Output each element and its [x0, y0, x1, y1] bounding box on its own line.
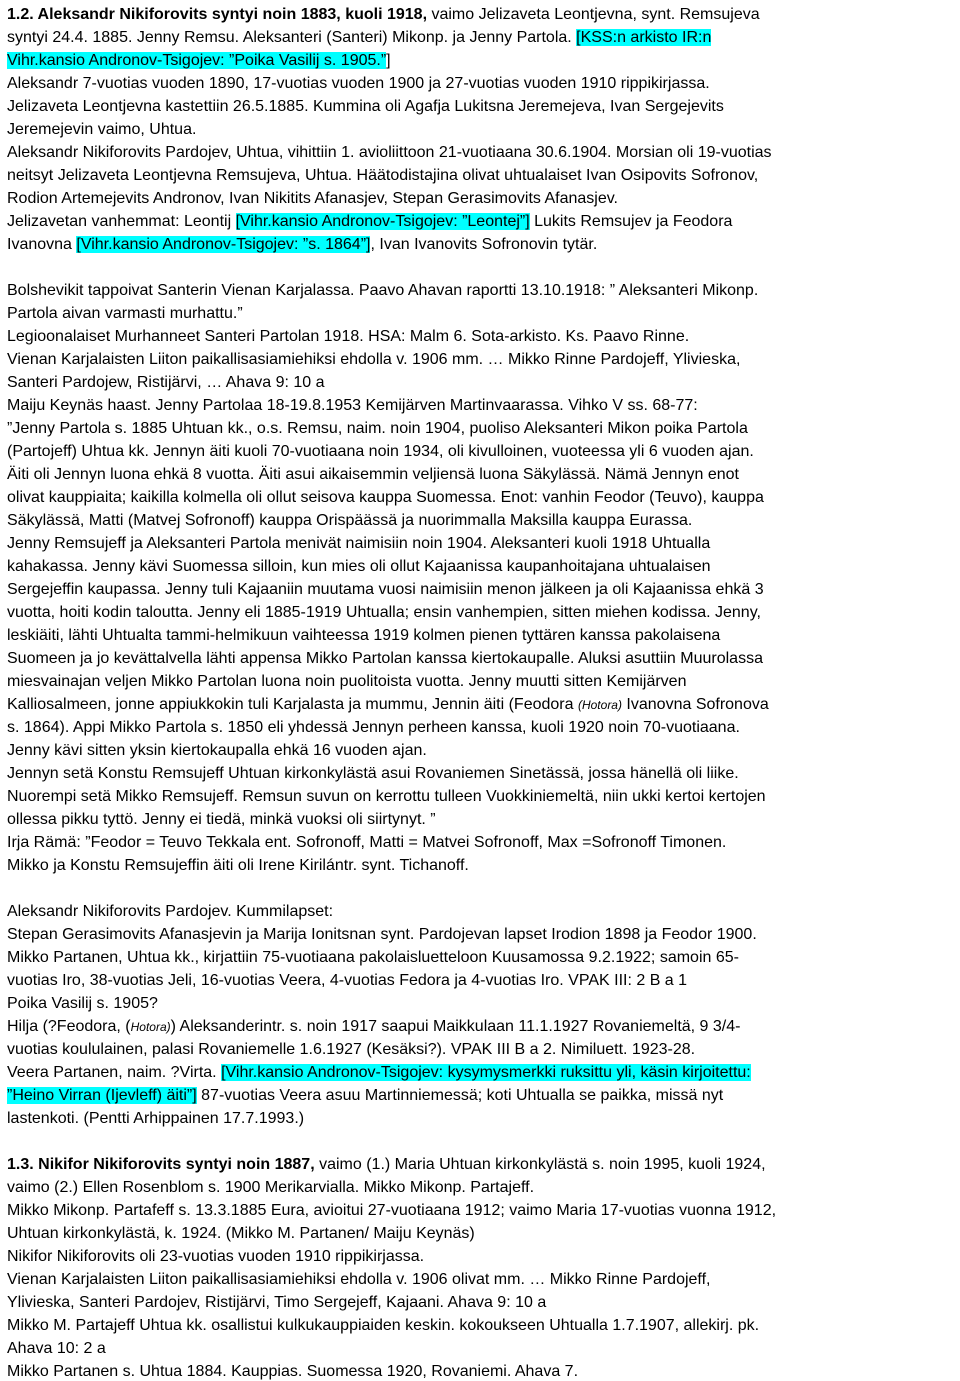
text-run: Nuorempi setä Mikko Remsujeff. Remsun suvun on kerrottu tulleen Vuokkiniemeltä, niin ukki kertoi kertojen — [7, 788, 766, 805]
text-run: Aleksandr 7-vuotias vuoden 1890, 17-vuotias vuoden 1900 ja 27-vuotias vuoden 1910 rippikirjassa. — [7, 75, 710, 92]
text-line — [7, 1087, 723, 1105]
text-run: Lukits Remsujev ja Feodora — [529, 213, 733, 230]
text-run: (Hotora) — [577, 698, 622, 712]
text-line — [7, 144, 772, 162]
text-line — [7, 1018, 740, 1036]
text-run: Jenny kävi sitten yksin kiertokaupalla ehkä 16 vuoden ajan. — [7, 742, 427, 759]
text-line — [7, 765, 739, 783]
text-line — [7, 1271, 710, 1289]
text-run: Ylivieska, Santeri Pardojev, Ristijärvi, Timo Sergejeff, Kajaani. Ahava 9: 10 a — [7, 1294, 547, 1311]
text-run: s. 1864). Appi Mikko Partola s. 1850 eli yhdessä Jennyn perheen kanssa, kuoli 1920 noin 70-vuotiaana. — [7, 719, 740, 736]
text-line — [7, 788, 766, 806]
text-run: Irja Rämä: ”Feodor = Teuvo Tekkala ent. Sofronoff, Matti = Matvei Sofronoff, Max =Sofronoff Timonen. — [7, 834, 727, 851]
text-line — [7, 1340, 106, 1358]
text-line — [7, 903, 333, 921]
text-run: Hotora) — [130, 1020, 171, 1034]
text-run: Suomeen ja jo kevättalvella lähti appensa Mikko Partolan kanssa kiertokaupalle. Aluksi asuttiin Muurolassa — [7, 650, 763, 667]
text-line — [7, 466, 739, 484]
text-line — [7, 75, 710, 93]
text-line — [7, 673, 686, 691]
text-run: Kalliosalmeen, jonne appiukkokin tuli Karjalasta ja mummu, Jennin äiti (Feodora — [7, 696, 578, 713]
highlighted-note: ”Heino Virran (Ijevleff) äiti”] — [7, 1087, 197, 1104]
text-run: Ivanovna — [7, 236, 77, 253]
text-run: Hilja (?Feodora, ( — [7, 1018, 131, 1035]
text-line — [7, 6, 760, 24]
text-line — [7, 420, 748, 438]
text-line — [7, 834, 726, 852]
text-run: syntyi 24.4. 1885. Jenny Remsu. Aleksanteri (Santeri) Mikonp. ja Jenny Partola. — [7, 29, 577, 46]
text-line — [7, 190, 618, 208]
text-run: (Partojeff) Uhtua kk. Jennyn äiti kuoli 70-vuotiaana noin 1934, oli kivulloinen, vuoteessa yli 6 vuoden ajan. — [7, 443, 754, 460]
text-run: leskiäiti, lähti Uhtualta tammi-helmikuun vaihteessa 1919 kolmen pienen tyttären kanssa pakolaisena — [7, 627, 721, 644]
text-line — [7, 512, 692, 530]
text-run: Jeremejevin vaimo, Uhtua. — [7, 121, 197, 138]
text-line — [7, 1156, 766, 1174]
text-run: Jelizavetan vanhemmat: Leontij — [7, 213, 236, 230]
text-line — [7, 535, 710, 553]
text-run: Jennyn setä Konstu Remsujeff Uhtuan kirkonkylästä asui Rovaniemen Sinetässä, jossa hänellä oli liike. — [7, 765, 739, 782]
text-line — [7, 1064, 751, 1082]
text-line — [7, 995, 158, 1013]
highlighted-note: [Vihr.kansio Andronov-Tsigojev: kysymysmerkki ruksittu yli, käsin kirjoitettu: — [221, 1064, 751, 1081]
text-run: Mikko ja Konstu Remsujeffin äiti oli Irene Kirilántr. synt. Tichanoff. — [7, 857, 469, 874]
text-line — [7, 236, 597, 254]
text-line — [7, 949, 739, 967]
text-line — [7, 1294, 546, 1312]
text-line — [7, 167, 758, 185]
highlighted-note: [Vihr.kansio Andronov-Tsigojev: ”Leontej”] — [235, 213, 530, 230]
text-run: Stepan Gerasimovits Afanasjevin ja Marija Ionitsnan synt. Pardojevan lapset Irodion 1898 ja Feodor 1900. — [7, 926, 757, 943]
text-line — [7, 489, 764, 507]
text-line — [7, 811, 436, 829]
text-line — [7, 328, 689, 346]
text-run: Partola aivan varmasti murhattu.” — [7, 305, 243, 322]
text-line — [7, 742, 427, 760]
text-line — [7, 604, 761, 622]
text-line — [7, 627, 720, 645]
text-run: kahakassa. Jenny kävi Suomessa silloin, kun mies oli ollut Kajaanissa kaupanhoitajana uhtualaisen — [7, 558, 711, 575]
text-run: Maiju Keynäs haast. Jenny Partolaa 18-19.8.1953 Kemijärven Martinvaarassa. Vihko V ss. 68-77: — [7, 397, 698, 414]
text-run: Säkylässä, Matti (Matvej Sofronoff) kauppa Orispäässä ja nuorimmalla Maksilla kauppa Eurassa. — [7, 512, 693, 529]
text-line — [7, 926, 757, 944]
text-line — [7, 305, 243, 323]
text-run: Aleksandr Nikiforovits Pardojev, Uhtua, vihittiin 1. avioliittoon 21-vuotiaana 30.6.1904. Morsian oli 19-vuotias — [7, 144, 772, 161]
text-run: ] — [386, 52, 391, 69]
text-line — [7, 52, 391, 70]
text-line — [7, 1317, 759, 1335]
text-run: Bolshevikit tappoivat Santerin Vienan Karjalassa. Paavo Ahavan raportti 13.10.1918: ” Aleksanteri Mikonp. — [7, 282, 759, 299]
text-run: 87-vuotias Veera asuu Martinniemessä; koti Uhtualla se paikka, missä nyt — [196, 1087, 724, 1104]
text-run: Jelizaveta Leontjevna kastettiin 26.5.1885. Kummina oli Agafja Lukitsna Jeremejeva, Ivan Sergejevits — [7, 98, 724, 115]
text-run: ollessa pikku tyttö. Jenny ei tiedä, minkä vuoksi oli siirtynyt. ” — [7, 811, 436, 828]
text-line — [7, 558, 711, 576]
text-run: Uhtuan kirkonkylästä, k. 1924. (Mikko M. Partanen/ Maiju Keynäs) — [7, 1225, 475, 1242]
text-run: Sergejeffin kaupassa. Jenny tuli Kajaaniin muutama vuosi naimisiin menon jälkeen ja oli Kajaanissa ehkä 3 — [7, 581, 764, 598]
text-line — [7, 29, 711, 47]
text-line — [7, 1202, 776, 1220]
text-line — [7, 351, 740, 369]
text-line — [7, 213, 732, 231]
text-run: , Ivan Ivanovits Sofronovin tytär. — [370, 236, 598, 253]
text-run: Veera Partanen, naim. ?Virta. — [7, 1064, 222, 1081]
text-run: Mikko M. Partajeff Uhtua kk. osallistui kulkukauppiaiden keskin. kokoukseen Uhtualla 1.7.1907, allekirj. pk. — [7, 1317, 760, 1334]
text-run: neitsyt Jelizaveta Leontjevna Remsujeva, Uhtua. Häätodistajina olivat uhtualaiset Ivan Osipovits Sofronov, — [7, 167, 759, 184]
text-line — [7, 581, 764, 599]
text-line — [7, 282, 758, 300]
text-run: vaimo Jelizaveta Leontjevna, synt. Remsujeva — [431, 6, 760, 23]
text-run: vuotias Iro, 38-vuotias Jeli, 16-vuotias Veera, 4-vuotias Fedora ja 4-vuotias Iro. VPAK III: 2 B a 1 — [7, 972, 688, 989]
text-run: miesvainajan veljen Mikko Partolan luona noin puolitoista vuotta. Jenny muutti sitten Kemijärven — [7, 673, 687, 690]
text-run: lastenkoti. (Pentti Arhippainen 17.7.1993.) — [7, 1110, 305, 1127]
text-run: Vienan Karjalaisten Liiton paikallisasiamiehiksi ehdolla v. 1906 olivat mm. … Mikko Rinne Pardojeff, — [7, 1271, 711, 1288]
text-run: Mikko Partanen s. Uhtua 1884. Kauppias. Suomessa 1920, Rovaniemi. Ahava 7. — [7, 1363, 579, 1380]
text-run: Mikko Partanen, Uhtua kk., kirjattiin 75-vuotiaana pakolaisluetteloon Kuusamossa 9.2.1922; samoin 65- — [7, 949, 739, 966]
text-line — [7, 696, 769, 714]
section-heading: 1.2. Aleksandr Nikiforovits syntyi noin 1883, kuoli 1918, — [7, 6, 432, 23]
text-line — [7, 1041, 695, 1059]
text-run: Rodion Artemejevits Andronov, Ivan Nikitits Afanasjev, Stepan Gerasimovits Afanasjev. — [7, 190, 618, 207]
text-line — [7, 972, 687, 990]
text-run: Jenny Remsujeff ja Aleksanteri Partola menivät naimisiin noin 1904. Aleksanteri kuoli 1918 Uhtualla — [7, 535, 711, 552]
text-run: Mikko Mikonp. Partafeff s. 13.3.1885 Eura, avioitui 27-vuotiaana 1912; vaimo Maria 17-vuotias vuonna 1912, — [7, 1202, 777, 1219]
text-run: Äiti oli Jennyn luona ehkä 8 vuotta. Äiti asui aikaisemmin veljiensä luona Säkylässä. Nämä Jennyn enot — [7, 466, 739, 483]
text-run: Vienan Karjalaisten Liiton paikallisasiamiehiksi ehdolla v. 1906 mm. … Mikko Rinne Pardojeff, Ylivieska, — [7, 351, 741, 368]
text-line — [7, 98, 724, 116]
text-run: Aleksandr Nikiforovits Pardojev. Kummilapset: — [7, 903, 334, 920]
section-heading: 1.3. Nikifor Nikiforovits syntyi noin 1887, — [7, 1156, 320, 1173]
text-line — [7, 1363, 578, 1381]
text-run: Legioonalaiset Murhanneet Santeri Partolan 1918. HSA: Malm 6. Sota-arkisto. Ks. Paavo Rinne. — [7, 328, 690, 345]
text-line — [7, 650, 763, 668]
text-run: vuotias koululainen, palasi Rovaniemelle 1.6.1927 (Kesäksi?). VPAK III B a 2. Nimiluett. 1923-28. — [7, 1041, 696, 1058]
text-run: ”Jenny Partola s. 1885 Uhtuan kk., o.s. Remsu, naim. noin 1904, puoliso Aleksanteri Mikon poika Partola — [7, 420, 748, 437]
text-line — [7, 857, 469, 875]
text-run: Poika Vasilij s. 1905? — [7, 995, 158, 1012]
text-run: ) Aleksanderintr. s. noin 1917 saapui Maikkulaan 11.1.1927 Rovaniemeltä, 9 3/4- — [170, 1018, 741, 1035]
text-run: vaimo (2.) Ellen Rosenblom s. 1900 Merikarvialla. Mikko Mikonp. Partajeff. — [7, 1179, 535, 1196]
text-run: olivat kauppiaita; kaikilla kolmella oli ollut seisova kauppa Suomessa. Enot: vanhin Feodor (Teuvo), kauppa — [7, 489, 764, 506]
text-line — [7, 1110, 304, 1128]
text-run: Ahava 10: 2 a — [7, 1340, 106, 1357]
text-run: Santeri Pardojew, Ristijärvi, … Ahava 9: 10 a — [7, 374, 325, 391]
text-line — [7, 443, 754, 461]
highlighted-note: [Vihr.kansio Andronov-Tsigojev: ”s. 1864”] — [76, 236, 371, 253]
text-line — [7, 1225, 475, 1243]
highlighted-note: Vihr.kansio Andronov-Tsigojev: ”Poika Vasilij s. 1905.” — [7, 52, 387, 69]
text-run: Nikifor Nikiforovits oli 23-vuotias vuoden 1910 rippikirjassa. — [7, 1248, 425, 1265]
text-run: vaimo (1.) Maria Uhtuan kirkonkylästä s. noin 1995, kuoli 1924, — [319, 1156, 766, 1173]
text-run: Ivanovna Sofronova — [621, 696, 769, 713]
highlighted-note: [KSS:n arkisto IR:n — [576, 29, 712, 46]
text-line — [7, 397, 698, 415]
text-run: vuotta, hoiti kodin taloutta. Jenny eli 1885-1919 Uhtualla; ensin vanhempien, sitten miehen kodissa. Jenny, — [7, 604, 761, 621]
text-line — [7, 1248, 424, 1266]
text-line — [7, 719, 740, 737]
text-line — [7, 1179, 534, 1197]
text-line — [7, 374, 325, 392]
text-line — [7, 121, 196, 139]
